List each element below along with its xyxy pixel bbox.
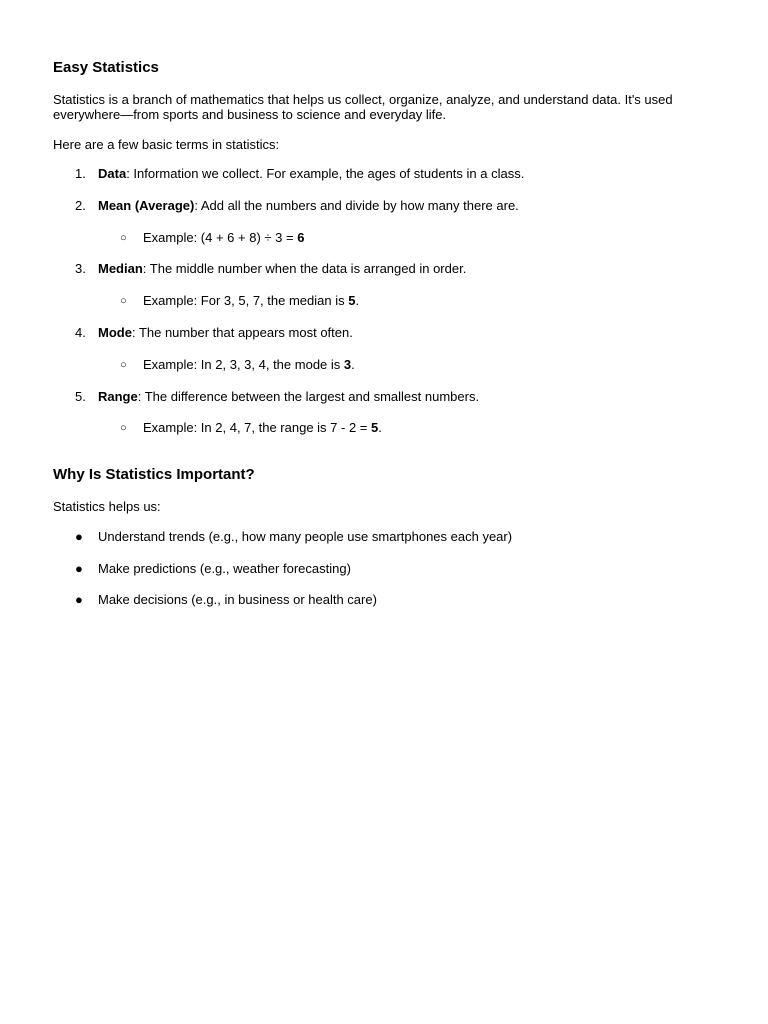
section-intro: Statistics helps us:	[53, 499, 161, 514]
example-line	[143, 420, 382, 435]
list-item: Understand trends (e.g., how many people use smartphones each year)	[98, 529, 513, 544]
term-line	[98, 389, 479, 404]
example-suffix: .	[378, 420, 382, 435]
sub-bullet-marker: ○	[120, 295, 127, 307]
term-line	[98, 166, 524, 181]
example-value: 5	[348, 293, 356, 308]
intro-paragraph: Statistics is a branch of mathematics that helps us collect, organize, analyze, and understand data. It's used everywhere—from sports and business to science and everyday life.	[53, 92, 673, 122]
term-definition: : The difference between the largest and smallest numbers.	[137, 389, 480, 404]
example-line	[143, 357, 355, 372]
example-line	[143, 230, 304, 245]
term-definition: : Information we collect. For example, the ages of students in a class.	[126, 166, 525, 181]
example-text: Example: (4 + 6 + 8) ÷ 3 =	[143, 230, 298, 245]
list-item: Make decisions (e.g., in business or health care)	[98, 592, 377, 607]
example-text: Example: For 3, 5, 7, the median is	[143, 293, 349, 308]
term-name: Range	[98, 389, 138, 404]
term-definition: : The number that appears most often.	[131, 325, 353, 340]
term-name: Data	[98, 166, 127, 181]
bullet-marker: ●	[75, 561, 83, 576]
list-number: 5.	[75, 389, 86, 404]
term-line	[98, 325, 353, 340]
section-heading-importance: Why Is Statistics Important?	[53, 466, 255, 483]
example-value: 6	[297, 230, 305, 245]
term-line	[98, 261, 466, 276]
example-value: 3	[343, 357, 352, 372]
list-number: 1.	[75, 166, 86, 181]
sub-bullet-marker: ○	[120, 359, 127, 371]
example-line	[143, 293, 359, 308]
document-title: Easy Statistics	[53, 59, 159, 76]
sub-bullet-marker: ○	[120, 232, 127, 244]
term-name: Mean (Average)	[98, 198, 195, 213]
list-item: Make predictions (e.g., weather forecasting)	[98, 561, 351, 576]
list-number: 2.	[75, 198, 86, 213]
sub-bullet-marker: ○	[120, 422, 127, 434]
list-number: 4.	[75, 325, 86, 340]
example-suffix: .	[355, 293, 360, 308]
bullet-marker: ●	[75, 592, 83, 607]
example-text: Example: In 2, 3, 3, 4, the mode is	[143, 357, 344, 372]
terms-intro: Here are a few basic terms in statistics:	[53, 137, 280, 152]
term-name: Median	[98, 261, 143, 276]
list-number: 3.	[75, 261, 86, 276]
example-value: 5	[371, 420, 379, 435]
example-text: Example: In 2, 4, 7, the range is 7 - 2 =	[143, 420, 371, 435]
example-suffix: .	[351, 357, 355, 372]
term-name: Mode	[98, 325, 132, 340]
term-definition: : Add all the numbers and divide by how many there are.	[194, 198, 519, 213]
term-definition: : The middle number when the data is arranged in order.	[142, 261, 467, 276]
bullet-marker: ●	[75, 529, 83, 544]
term-line	[98, 198, 519, 213]
